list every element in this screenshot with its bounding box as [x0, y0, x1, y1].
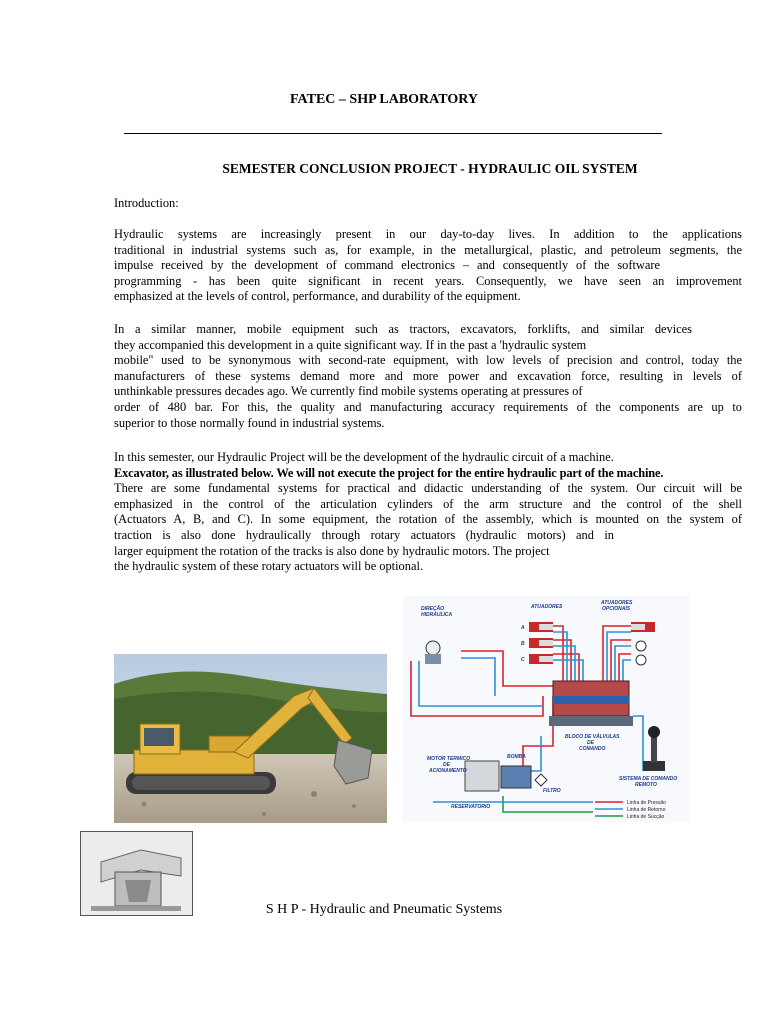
excavator-illustration [114, 654, 387, 823]
intro-label: Introduction: [114, 196, 179, 210]
paragraph-line: Hydraulic systems are increasingly present in our day-to-day lives. In addition to the applications [114, 227, 742, 241]
label-sistema-2: REMOTO [635, 782, 657, 788]
paragraph-bold-line: Excavator, as illustrated below. We will not execute the project for the entire hydraulic part of the machine. [114, 465, 664, 480]
label-c: C [521, 657, 525, 663]
paragraph-3 [114, 450, 742, 575]
label-bloco: BLOCO DE VÁLVULAS [565, 734, 620, 740]
paragraph-2 [114, 322, 742, 431]
label-atuadores-opc: ATUADORES [601, 600, 633, 606]
label-direcao: DIREÇÃO [421, 606, 445, 612]
label-motor: MOTOR TERMICO [427, 756, 470, 762]
hydraulic-circuit-diagram [403, 596, 690, 822]
paragraph-1 [114, 227, 742, 305]
label-reservatorio: RESERVATORIO [451, 804, 491, 810]
label-atuadores: ATUADORES [531, 604, 563, 610]
footer-text: S H P - Hydraulic and Pneumatic Systems [265, 902, 503, 917]
paragraph-line: impulse received by the development of command electronics – and consequently of the software [114, 258, 660, 273]
paragraph-line: emphasized in the control of the articulation cylinders of the arm structure and the control of the shell [114, 496, 742, 511]
circuit-illustration [403, 596, 690, 822]
legend-pressure: Linha de Pressão [627, 800, 666, 806]
label-a: A [521, 625, 525, 631]
label-filtro: FILTRO [543, 788, 561, 794]
paragraph-line: emphasized at the levels of control, performance, and durability of the equipment. [114, 289, 521, 304]
paragraph-line: order of 480 bar. For this, the quality and manufacturing accuracy requirements of the components are up to [114, 399, 742, 414]
paragraph-line: (Actuators A, B, and C). In some equipment, the rotation of the assembly, which is mounted on the system of [114, 512, 742, 527]
label-bloco-2: DE [587, 740, 594, 746]
label-direcao-2: HIDRÁULICA [421, 612, 453, 618]
paragraph-line: unthinkable pressures decades ago. We currently find mobile systems operating at pressures of [114, 384, 583, 399]
paragraph-line: In a similar manner, mobile equipment such as tractors, excavators, forklifts, and similar devices [114, 322, 692, 336]
label-motor-2: DE [443, 762, 450, 768]
label-bloco-3: COMANDO [579, 746, 606, 752]
paragraph-line: they accompanied this development in a quite significant way. If in the past a 'hydraulic system [114, 337, 587, 352]
label-bomba: BOMBA [507, 754, 526, 760]
paragraph-line: superior to those normally found in industrial systems. [114, 415, 385, 430]
label-sistema: SISTEMA DE COMANDO [619, 776, 678, 782]
label-motor-3: ACIONAMENTO [429, 768, 467, 774]
paragraph-line: traditional in industrial systems such as, for example, in the metallurgical, plastic, and petroleum segments, the [114, 242, 742, 257]
excavator-photo [114, 654, 387, 823]
title-divider [124, 133, 662, 134]
page-title: FATEC – SHP LABORATORY [290, 92, 478, 107]
paragraph-line: programming - has been quite significant in recent years. Consequently, we have seen an improvement [114, 273, 742, 288]
label-b: B [521, 641, 525, 647]
paragraph-line: There are some fundamental systems for practical and didactic understanding of the system. Our circuit will be [114, 481, 742, 496]
project-title: SEMESTER CONCLUSION PROJECT - HYDRAULIC OIL SYSTEM [222, 161, 638, 176]
paragraph-line: the hydraulic system of these rotary actuators will be optional. [114, 559, 423, 574]
paragraph-line: manufacturers of these systems demand more and more power and excavation force, resulting in levels of [114, 368, 742, 383]
paragraph-line: In this semester, our Hydraulic Project will be the development of the hydraulic circuit of a machine. [114, 450, 614, 464]
label-atuadores-opc-2: OPCIONAIS [602, 606, 631, 612]
paragraph-line: traction is also done hydraulically through rotary actuators (hydraulic motors) and in [114, 527, 614, 542]
valve-block [549, 681, 633, 726]
paragraph-line: larger equipment the rotation of the tracks is also done by hydraulic motors. The project [114, 543, 550, 558]
paragraph-line: mobile" used to be synonymous with second-rate equipment, with low levels of precision and control, today the [114, 353, 742, 368]
legend-suction: Linha de Sucção [627, 814, 665, 820]
legend-return: Linha de Retorno [627, 807, 666, 813]
